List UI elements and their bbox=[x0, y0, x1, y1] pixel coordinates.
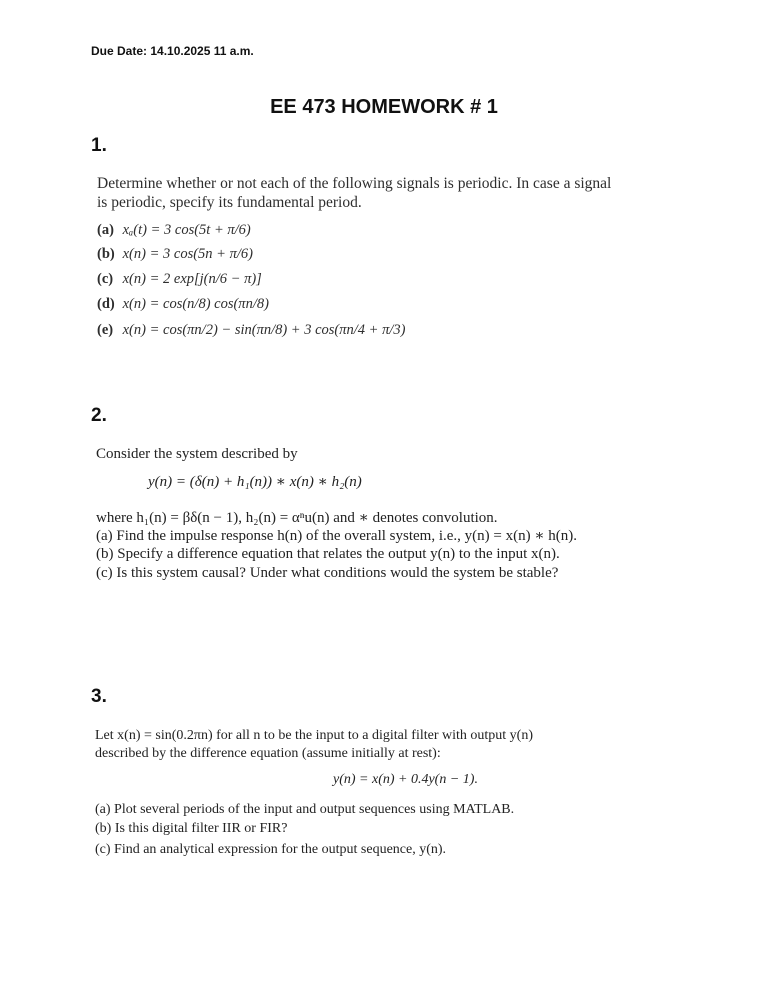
item-expression: x(n) = 2 exp[j(n/6 − π)] bbox=[122, 271, 262, 287]
problem-3-intro-line-2: described by the difference equation (assume initially at rest): bbox=[95, 746, 441, 761]
problem-1-item-c bbox=[97, 271, 262, 288]
problem-1-item-d bbox=[97, 296, 269, 313]
problem-2-where: where h₁(n) = βδ(n − 1), h₂(n) = αⁿu(n) and ∗ denotes convolution. bbox=[96, 510, 498, 526]
problem-1-item-e bbox=[97, 322, 405, 339]
problem-2-part-a: (a) Find the impulse response h(n) of the overall system, i.e., y(n) = x(n) ∗ h(n). bbox=[96, 528, 578, 544]
problem-3-part-c: (c) Find an analytical expression for the output sequence, y(n). bbox=[95, 842, 447, 857]
problem-1-item-b bbox=[97, 246, 253, 263]
page-title: EE 473 HOMEWORK # 1 bbox=[270, 96, 498, 118]
problem-2-part-b: (b) Specify a difference equation that relates the output y(n) to the input x(n). bbox=[96, 546, 560, 562]
problem-3-equation: y(n) = x(n) + 0.4y(n − 1). bbox=[333, 772, 478, 787]
item-label: (b) bbox=[97, 246, 115, 262]
item-expression: x(n) = cos(n/8) cos(πn/8) bbox=[122, 296, 269, 312]
item-expression: x(n) = cos(πn/2) − sin(πn/8) + 3 cos(πn/4 + π/3) bbox=[122, 322, 406, 338]
problem-1-item-a bbox=[97, 222, 251, 239]
problem-3-number: 3. bbox=[91, 686, 107, 707]
item-label: (d) bbox=[97, 296, 115, 312]
problem-1-number: 1. bbox=[91, 135, 107, 156]
item-label: (c) bbox=[97, 271, 114, 287]
due-date: Due Date: 14.10.2025 11 a.m. bbox=[91, 44, 254, 58]
problem-3-part-a: (a) Plot several periods of the input and output sequences using MATLAB. bbox=[95, 802, 515, 817]
item-expression: xₐ(t) = 3 cos(5t + π/6) bbox=[122, 222, 251, 238]
problem-1-intro-line-1: Determine whether or not each of the following signals is periodic. In case a signal bbox=[97, 175, 612, 192]
problem-3-intro-line-1: Let x(n) = sin(0.2πn) for all n to be the input to a digital filter with output y(n) bbox=[95, 728, 533, 743]
item-expression: x(n) = 3 cos(5n + π/6) bbox=[122, 246, 253, 262]
item-label: (e) bbox=[97, 322, 114, 338]
problem-2-part-c: (c) Is this system causal? Under what conditions would the system be stable? bbox=[96, 565, 559, 581]
problem-2-number: 2. bbox=[91, 405, 107, 426]
problem-2-intro: Consider the system described by bbox=[96, 446, 298, 462]
problem-1-intro-line-2: is periodic, specify its fundamental period. bbox=[97, 194, 362, 211]
problem-3-part-b: (b) Is this digital filter IIR or FIR? bbox=[95, 821, 288, 836]
item-label: (a) bbox=[97, 222, 114, 238]
problem-2-equation: y(n) = (δ(n) + h₁(n)) ∗ x(n) ∗ h₂(n) bbox=[148, 474, 362, 490]
